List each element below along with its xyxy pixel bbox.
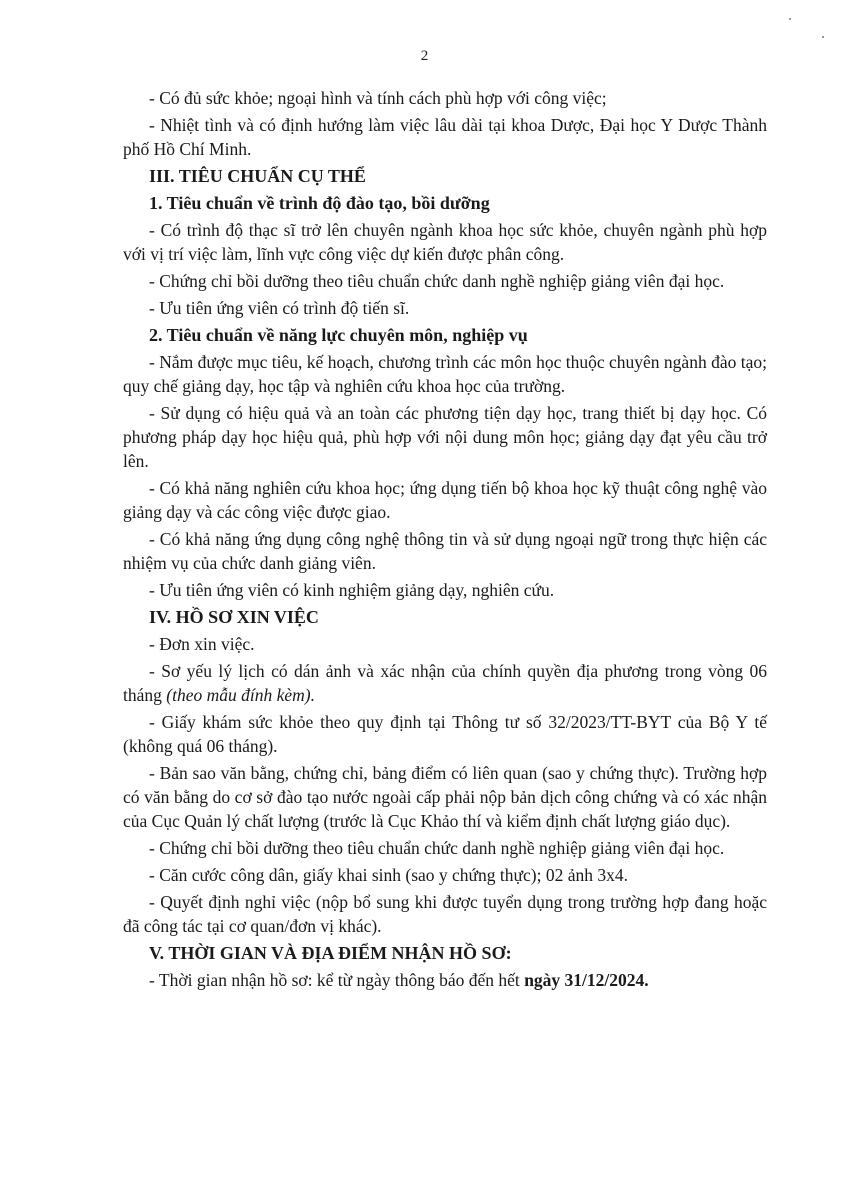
paragraph-id-documents: - Căn cước công dân, giấy khai sinh (sao y chứng thực); 02 ảnh 3x4. [149, 865, 628, 885]
paragraph-certificate: - Chứng chỉ bồi dưỡng theo tiêu chuẩn chức danh nghề nghiệp giảng viên đại học. [149, 271, 725, 291]
paragraph-curriculum: - Nắm được mục tiêu, kế hoạch, chương trình các môn học thuộc chuyên ngành đào tạo; quy chế giảng dạy, học tập và nghiên cứu khoa học của trường. [123, 352, 767, 396]
section-heading-iv: IV. HỒ SƠ XIN VIỆC [149, 607, 319, 627]
section-heading-v: V. THỜI GIAN VÀ ĐỊA ĐIỂM NHẬN HỒ SƠ: [149, 943, 512, 963]
deadline-text: - Thời gian nhận hồ sơ: kể từ ngày thông báo đến hết [149, 970, 525, 990]
paragraph-health: - Có đủ sức khỏe; ngoại hình và tính cách phù hợp với công việc; [149, 88, 607, 108]
subsection-heading-training: 1. Tiêu chuẩn về trình độ đào tạo, bồi dưỡng [149, 193, 490, 213]
paragraph-commitment: - Nhiệt tình và có định hướng làm việc lâu dài tại khoa Dược, Đại học Y Dược Thành phố Hồ Chí Minh. [123, 115, 767, 159]
paragraph-certificate-2: - Chứng chỉ bồi dưỡng theo tiêu chuẩn chức danh nghề nghiệp giảng viên đại học. [149, 838, 725, 858]
deadline-date: ngày 31/12/2024. [524, 970, 649, 990]
page-number: 2 [420, 48, 429, 64]
paragraph-diplomas: - Bản sao văn bằng, chứng chỉ, bảng điểm có liên quan (sao y chứng thực). Trường hợp có văn bằng do cơ sở đào tạo nước ngoài cấp phải nộp bản dịch công chứng và có xác nhận của Cục Quản lý chất lượng (trước là Cục Khảo thí và kiểm định chất lượng giáo dục). [123, 763, 767, 831]
paragraph-submission-deadline [123, 968, 767, 992]
paragraph-phd-priority: - Ưu tiên ứng viên có trình độ tiến sĩ. [149, 298, 410, 318]
section-heading-iii: III. TIÊU CHUẨN CỤ THỂ [149, 166, 366, 186]
paragraph-research: - Có khả năng nghiên cứu khoa học; ứng dụng tiến bộ khoa học kỹ thuật công nghệ vào giảng dạy và các công việc được giao. [123, 478, 767, 522]
paragraph-application-letter: - Đơn xin việc. [149, 634, 255, 654]
paragraph-resignation: - Quyết định nghỉ việc (nộp bổ sung khi được tuyển dụng trong trường hợp đang hoặc đã công tác tại cơ quan/đơn vị khác). [123, 892, 767, 936]
paragraph-it-language: - Có khả năng ứng dụng công nghệ thông tin và sử dụng ngoại ngữ trong thực hiện các nhiệm vụ của chức danh giảng viên. [123, 529, 767, 573]
document-body [123, 86, 767, 995]
paragraph-experience-priority: - Ưu tiên ứng viên có kinh nghiệm giảng dạy, nghiên cứu. [149, 580, 555, 600]
scan-speck [789, 18, 791, 20]
paragraph-masters-degree: - Có trình độ thạc sĩ trở lên chuyên ngành khoa học sức khỏe, chuyên ngành phù hợp với vị trí việc làm, lĩnh vực công việc dự kiến được phân công. [123, 220, 767, 264]
paragraph-cv [123, 659, 767, 707]
cv-text: - Sơ yếu lý lịch có dán ảnh và xác nhận của chính quyền địa phương trong vòng 06 tháng [123, 661, 767, 705]
subsection-heading-competence: 2. Tiêu chuẩn về năng lực chuyên môn, nghiệp vụ [149, 325, 528, 345]
scan-speck [822, 36, 824, 38]
paragraph-health-check: - Giấy khám sức khỏe theo quy định tại Thông tư số 32/2023/TT-BYT của Bộ Y tế (không quá 06 tháng). [123, 712, 767, 756]
cv-template-note: (theo mẫu đính kèm). [166, 685, 315, 705]
paragraph-teaching-tools: - Sử dụng có hiệu quả và an toàn các phương tiện dạy học, trang thiết bị dạy học. Có phương pháp dạy học hiệu quả, phù hợp với nội dung môn học; giảng dạy đạt yêu cầu trở lên. [123, 403, 767, 471]
